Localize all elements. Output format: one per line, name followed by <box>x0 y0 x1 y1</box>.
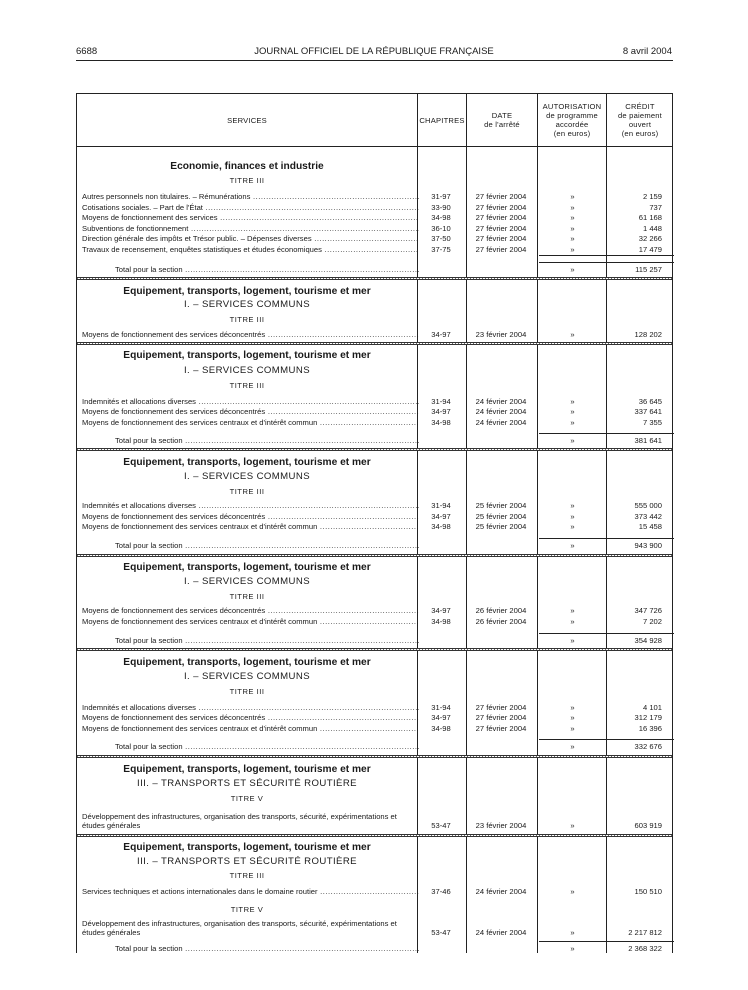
header-rule <box>76 60 673 61</box>
total-credit: 354 928 <box>634 636 662 645</box>
row-chapitre: 31-94 <box>431 703 451 712</box>
row-credit: 7 202 <box>642 617 662 626</box>
section-separator <box>77 448 672 451</box>
th-credit-line: de paiement <box>618 111 662 120</box>
row-date: 24 février 2004 <box>475 407 527 416</box>
section-titre: TITRE V <box>230 794 264 803</box>
arretes-table <box>76 93 673 953</box>
section-titre: TITRE III <box>229 592 265 601</box>
row-date: 25 février 2004 <box>475 501 527 510</box>
row-credit: 32 266 <box>638 234 662 243</box>
section-separator <box>77 342 672 345</box>
th-date-line: DATE <box>491 111 513 120</box>
row-chapitre: 34-98 <box>431 418 451 427</box>
total-autorisation: » <box>570 436 575 445</box>
section-separator <box>77 648 672 651</box>
row-label: Moyens de fonctionnement des services déconcentrés ..... <box>82 713 419 723</box>
row-autorisation: » <box>570 501 575 510</box>
row-date: 26 février 2004 <box>475 606 527 615</box>
th-services: SERVICES <box>227 115 267 125</box>
row-date: 23 février 2004 <box>475 330 527 339</box>
row-label: Subventions de fonctionnement ..... <box>82 224 419 234</box>
section-subtitle: I. – SERVICES COMMUNS <box>183 671 311 682</box>
row-date: 23 février 2004 <box>475 821 527 830</box>
section-ministry: Equipement, transports, logement, tourisme et mer <box>123 842 371 853</box>
row-autorisation: » <box>570 724 575 733</box>
row-date: 25 février 2004 <box>475 522 527 531</box>
total-rule <box>539 433 674 434</box>
row-autorisation: » <box>570 397 575 406</box>
section-separator <box>77 554 672 557</box>
row-date: 24 février 2004 <box>475 397 527 406</box>
th-autorisation-line: accordée <box>555 120 589 129</box>
section-titre: TITRE III <box>229 381 265 390</box>
row-date: 26 février 2004 <box>475 617 527 626</box>
row-autorisation: » <box>570 224 575 233</box>
row-label: Indemnités et allocations diverses ..... <box>82 501 419 511</box>
subtotal-rule <box>539 255 674 256</box>
row-chapitre: 34-98 <box>431 724 451 733</box>
row-credit: 150 510 <box>634 887 662 896</box>
row-chapitre: 37-50 <box>431 234 451 243</box>
section-subtitle: I. – SERVICES COMMUNS <box>183 471 311 482</box>
row-credit: 128 202 <box>634 330 662 339</box>
section-titre: TITRE V <box>230 905 264 914</box>
row-label: Direction générale des impôts et Trésor public. – Dépenses diverses ..... <box>82 234 419 244</box>
total-label: Total pour la section ..... <box>115 944 419 954</box>
section-subtitle: I. – SERVICES COMMUNS <box>183 365 311 376</box>
section-ministry: Equipement, transports, logement, tourisme et mer <box>123 350 371 361</box>
row-chapitre: 31-94 <box>431 397 451 406</box>
row-chapitre: 53-47 <box>431 821 451 830</box>
row-label: Développement des infrastructures, organisation des transports, sécurité, expérimentations et études générales <box>82 919 397 937</box>
row-date: 24 février 2004 <box>475 887 527 896</box>
total-rule <box>539 633 674 634</box>
row-label: Cotisations sociales. – Part de l'État ..... <box>82 203 419 213</box>
row-autorisation: » <box>570 887 575 896</box>
row-date: 27 février 2004 <box>475 703 527 712</box>
section-separator <box>77 834 672 837</box>
section-subtitle: I. – SERVICES COMMUNS <box>183 299 311 310</box>
th-date <box>467 94 537 146</box>
row-chapitre: 34-98 <box>431 522 451 531</box>
th-autorisation-line: de programme <box>546 111 598 120</box>
row-credit: 337 641 <box>634 407 662 416</box>
section-ministry: Equipement, transports, logement, tourisme et mer <box>123 657 371 668</box>
row-chapitre: 34-97 <box>431 407 451 416</box>
row-autorisation: » <box>570 606 575 615</box>
section-ministry: Equipement, transports, logement, tourisme et mer <box>123 286 371 297</box>
row-chapitre: 31-94 <box>431 501 451 510</box>
row-label: Moyens de fonctionnement des services ..... <box>82 213 419 223</box>
th-credit-line: CRÉDIT <box>625 102 655 111</box>
row-credit: 61 168 <box>638 213 662 222</box>
row-chapitre: 37-46 <box>431 887 451 896</box>
row-credit: 16 396 <box>638 724 662 733</box>
th-credit-line: (en euros) <box>621 129 659 138</box>
row-chapitre: 37-75 <box>431 245 451 254</box>
page-number: 6688 <box>76 46 98 57</box>
row-autorisation: » <box>570 213 575 222</box>
total-label: Total pour la section ..... <box>115 636 419 646</box>
row-chapitre: 34-97 <box>431 512 451 521</box>
total-credit: 115 257 <box>635 265 662 274</box>
row-chapitre: 36-10 <box>431 224 451 233</box>
row-date: 24 février 2004 <box>475 928 527 937</box>
section-ministry: Economie, finances et industrie <box>170 161 324 172</box>
row-credit: 7 355 <box>642 418 662 427</box>
row-credit: 347 726 <box>634 606 662 615</box>
total-credit: 381 641 <box>634 436 662 445</box>
row-date: 27 février 2004 <box>475 234 527 243</box>
section-separator <box>77 755 672 758</box>
row-autorisation: » <box>570 512 575 521</box>
section-titre: TITRE III <box>229 487 265 496</box>
row-credit: 603 919 <box>634 821 662 830</box>
row-autorisation: » <box>570 192 575 201</box>
row-label: Indemnités et allocations diverses ..... <box>82 703 419 713</box>
total-autorisation: » <box>570 944 575 953</box>
section-subtitle: III. – TRANSPORTS ET SÉCURITÉ ROUTIÈRE <box>137 778 357 789</box>
row-date: 27 février 2004 <box>475 213 527 222</box>
section-subtitle: I. – SERVICES COMMUNS <box>183 576 311 587</box>
row-label: Moyens de fonctionnement des services centraux et d'intérêt commun ..... <box>82 724 419 734</box>
row-label: Moyens de fonctionnement des services déconcentrés ..... <box>82 407 419 417</box>
row-autorisation: » <box>570 821 575 830</box>
row-label: Indemnités et allocations diverses ..... <box>82 397 419 407</box>
row-chapitre: 34-97 <box>431 606 451 615</box>
total-label: Total pour la section ..... <box>115 265 419 275</box>
row-autorisation: » <box>570 713 575 722</box>
total-label: Total pour la section ..... <box>115 436 419 446</box>
row-date: 27 février 2004 <box>475 245 527 254</box>
section-titre: TITRE III <box>229 687 265 696</box>
row-chapitre: 34-97 <box>431 330 451 339</box>
row-label: Services techniques et actions internationales dans le domaine routier ..... <box>82 887 419 897</box>
row-chapitre: 34-98 <box>431 617 451 626</box>
issue-date: 8 avril 2004 <box>622 46 672 57</box>
row-chapitre: 34-97 <box>431 713 451 722</box>
th-date-line: de l'arrêté <box>484 120 520 129</box>
row-chapitre: 31-97 <box>431 192 451 201</box>
row-autorisation: » <box>570 234 575 243</box>
row-autorisation: » <box>570 617 575 626</box>
row-chapitre: 33-90 <box>431 203 451 212</box>
journal-title: JOURNAL OFFICIEL DE LA RÉPUBLIQUE FRANÇAISE <box>254 46 494 57</box>
section-ministry: Equipement, transports, logement, tourisme et mer <box>123 562 371 573</box>
row-label: Moyens de fonctionnement des services centraux et d'intérêt commun ..... <box>82 617 419 627</box>
row-autorisation: » <box>570 418 575 427</box>
total-rule <box>539 941 674 942</box>
th-chapitres: CHAPITRES <box>419 115 465 125</box>
total-autorisation: » <box>570 541 575 550</box>
row-label: Travaux de recensement, enquêtes statistiques et études économiques ..... <box>82 245 419 255</box>
total-autorisation: » <box>570 636 575 645</box>
section-ministry: Equipement, transports, logement, tourisme et mer <box>123 457 371 468</box>
total-credit: 332 676 <box>634 742 662 751</box>
total-rule <box>539 538 674 539</box>
th-credit-line: ouvert <box>628 120 652 129</box>
row-autorisation: » <box>570 407 575 416</box>
row-credit: 17 479 <box>638 245 662 254</box>
row-chapitre: 53-47 <box>431 928 451 937</box>
th-autorisation <box>538 94 606 146</box>
row-credit: 373 442 <box>634 512 662 521</box>
th-credit <box>607 94 673 146</box>
row-label: Moyens de fonctionnement des services centraux et d'intérêt commun ..... <box>82 418 419 428</box>
section-titre: TITRE III <box>229 871 265 880</box>
row-date: 25 février 2004 <box>475 512 527 521</box>
row-credit: 2 217 812 <box>628 928 662 937</box>
row-label: Moyens de fonctionnement des services déconcentrés ..... <box>82 512 419 522</box>
row-credit: 2 159 <box>642 192 662 201</box>
row-credit: 4 101 <box>642 703 662 712</box>
row-chapitre: 34-98 <box>431 213 451 222</box>
row-autorisation: » <box>570 245 575 254</box>
section-titre: TITRE III <box>229 176 265 185</box>
row-autorisation: » <box>570 522 575 531</box>
total-autorisation: » <box>570 742 575 751</box>
row-label: Moyens de fonctionnement des services déconcentrés ..... <box>82 330 419 340</box>
row-autorisation: » <box>570 703 575 712</box>
th-autorisation-line: (en euros) <box>553 129 591 138</box>
row-credit: 555 000 <box>634 501 662 510</box>
total-label: Total pour la section ..... <box>115 541 419 551</box>
row-date: 24 février 2004 <box>475 418 527 427</box>
row-label: Moyens de fonctionnement des services déconcentrés ..... <box>82 606 419 616</box>
row-credit: 312 179 <box>634 713 662 722</box>
row-credit: 15 458 <box>638 522 662 531</box>
row-date: 27 février 2004 <box>475 192 527 201</box>
total-autorisation: » <box>570 265 575 274</box>
row-credit: 36 645 <box>638 397 662 406</box>
total-credit: 943 900 <box>634 541 662 550</box>
row-date: 27 février 2004 <box>475 203 527 212</box>
row-date: 27 février 2004 <box>475 724 527 733</box>
total-label: Total pour la section ..... <box>115 742 419 752</box>
th-autorisation-line: AUTORISATION <box>542 102 602 111</box>
row-label: Moyens de fonctionnement des services centraux et d'intérêt commun ..... <box>82 522 419 532</box>
section-separator <box>77 277 672 280</box>
row-label: Autres personnels non titulaires. – Rémunérations ..... <box>82 192 419 202</box>
section-ministry: Equipement, transports, logement, tourisme et mer <box>123 764 371 775</box>
row-date: 27 février 2004 <box>475 713 527 722</box>
row-autorisation: » <box>570 203 575 212</box>
row-credit: 1 448 <box>642 224 662 233</box>
row-label: Développement des infrastructures, organisation des transports, sécurité, expérimentations et études générales <box>82 812 397 830</box>
row-autorisation: » <box>570 330 575 339</box>
total-rule <box>539 739 674 740</box>
total-credit: 2 368 322 <box>628 944 662 953</box>
section-titre: TITRE III <box>229 315 265 324</box>
total-rule <box>539 262 674 263</box>
row-date: 27 février 2004 <box>475 224 527 233</box>
row-credit: 737 <box>649 203 662 212</box>
row-autorisation: » <box>570 928 575 937</box>
section-subtitle: III. – TRANSPORTS ET SÉCURITÉ ROUTIÈRE <box>137 856 357 867</box>
table-header <box>77 94 672 147</box>
